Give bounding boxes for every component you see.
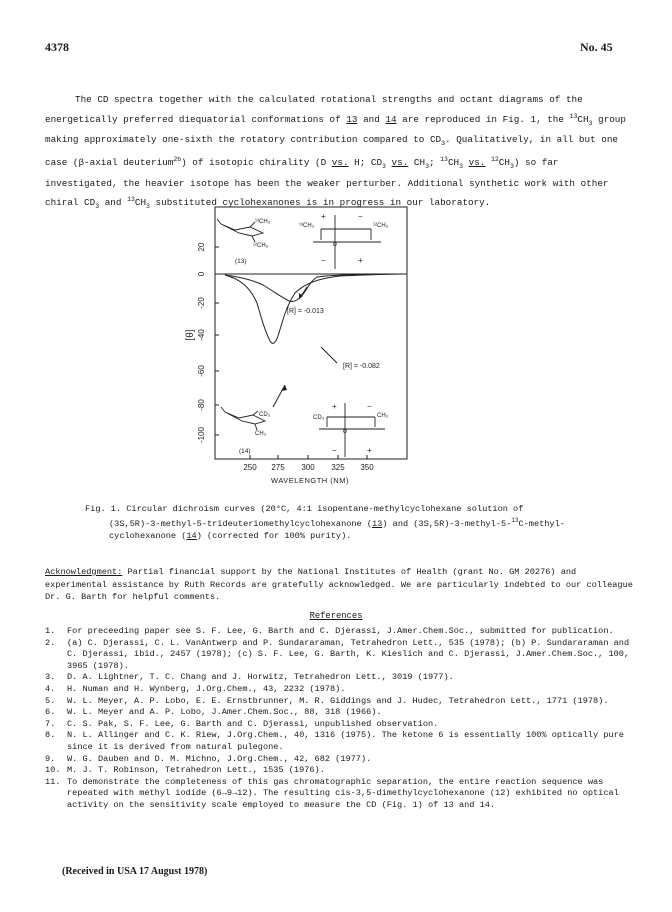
y-tick-label: -80 [197, 399, 206, 411]
x-tick-label: 325 [331, 463, 345, 472]
reference-item: 2. (a) C. Djerassi, C. L. VanAntwerp and P. Sundararaman, Tetrahedron Lett., 535 (1978); (b) P. Sundararaman and C. Djerassi, ibid., 2457 (1978); (c) S. F. Lee, G. Barth, K. Kieslich and C. Djerassi, J.Amer.Chem.Soc., 100, 3965 (1978). [45, 637, 630, 671]
y-tick-label: -100 [197, 426, 206, 444]
caption-line: Fig. 1. Circular dichroism curves (20°C, 4:1 isopentane-methylcyclohexane solution of [85, 504, 524, 514]
molecule-14-label-a: CD₃ [259, 412, 271, 418]
references-heading: References [309, 611, 363, 621]
octant-13-plus-ul: + [321, 212, 326, 221]
octant-13-minus-ll: − [321, 256, 326, 265]
octant-diagram-14 [319, 403, 385, 457]
molecule-13-label-a: ¹³CH₃ [255, 219, 271, 225]
y-axis-ticks [215, 247, 219, 435]
y-axis-label: [θ] [185, 329, 196, 341]
reference-item: 9. W. G. Dauben and D. M. Michno, J.Org.Chem., 42, 682 (1977). [45, 753, 372, 764]
molecule-14-drawing [221, 407, 265, 430]
figure-caption [85, 503, 625, 542]
y-tick-label: 20 [197, 242, 206, 252]
caption-line: (3S,5R)-3-methyl-5-trideuteriomethylcyclohexanone (13) and (3S,5R)-3-methyl-5-$^{13}$C-methyl- [109, 517, 565, 529]
acknowledgment: Acknowledgment: Partial financial support by the National Institutes of Health (grant No. GM 20276) and experimental assistance by Ruth Records are gratefully acknowledged. We are particularly indebted to our colleague Dr. G. Barth for helpful comments. [45, 567, 633, 602]
x-tick-label: 275 [271, 463, 285, 472]
octant-14-plus-ul: + [332, 402, 337, 411]
octant-13-minus-ur: − [358, 212, 363, 221]
reference-item: 11. To demonstrate the completeness of this gas chromatographic separation, the entire reaction sequence was repeated with methyl iodide (6→9→12). The resulting cis-3,5-dimethylcyclohexanone (12) exhibited no optical activity on the sensitivity scale employed to measure the CD (Fig. 1) of 13 and 14. [45, 776, 619, 810]
page-number: 4378 [45, 40, 69, 54]
y-tick-label: -40 [197, 329, 206, 341]
y-tick-label: -20 [197, 297, 206, 309]
compound-label-14: (14) [239, 448, 251, 455]
y-tick-label: 0 [197, 271, 206, 277]
x-tick-label: 350 [360, 463, 374, 472]
x-tick-label: 300 [301, 463, 315, 472]
reference-list [45, 626, 635, 812]
reference-item: 1. For preceeding paper see S. F. Lee, G. Barth and C. Djerassi, J.Amer.Chem.Soc., submitted for publication. [45, 626, 614, 636]
octant-14-plus-lr: + [367, 446, 372, 455]
octant-13-plus-lr: + [358, 256, 363, 265]
molecule-14-label-b: CH₃ [255, 431, 267, 437]
molecule-13-label-b: ¹²CH₃ [253, 243, 269, 249]
x-axis-label: WAVELENGTH (NM) [271, 476, 349, 485]
reference-item: 10. M. J. T. Robinson, Tetrahedron Lett., 1535 (1976). [45, 765, 325, 776]
cd-spectrum-figure [185, 207, 410, 492]
x-axis-ticks [250, 455, 367, 459]
octant-13-label-b: ¹²CH₃ [373, 223, 389, 229]
received-date: (Received in USA 17 August 1978) [62, 866, 208, 877]
octant-13-origin: o [333, 241, 337, 248]
rotational-strength-14: [R] = -0.082 [343, 363, 380, 370]
reference-item: 8. N. L. Allinger and C. K. Riew, J.Org.Chem., 40, 1316 (1975). The ketone 6 is essentially 100% optically pure since it is derived from natural pulegone. [45, 730, 624, 752]
compound-label-13: (13) [235, 258, 247, 265]
reference-item: 5. W. L. Meyer, A. P. Lobo, E. E. Ernstbrunner, M. R. Giddings and J. Hudec, Tetrahedron Lett., 1771 (1978). [45, 695, 609, 706]
reference-item: 3. D. A. Lightner, T. C. Chang and J. Horwitz, Tetrahedron Lett., 3019 (1977). [45, 672, 454, 683]
y-tick-label: -60 [197, 365, 206, 377]
rotational-strength-13: [R] = -0.013 [287, 308, 324, 315]
reference-item: 6. W. L. Meyer and A. P. Lobo, J.Amer.Chem.Soc., 88, 318 (1966). [45, 707, 382, 718]
reference-item: 7. C. S. Pak, S. F. Lee, G. Barth and C. Djerassi, unpublished observation. [45, 718, 439, 729]
caption-line: cyclohexanone (14) (corrected for 100% purity). [109, 530, 352, 541]
octant-13-label-a: ¹³CH₃ [299, 223, 315, 229]
octant-14-minus-ur: − [367, 402, 372, 411]
octant-14-label-b: CH₃ [377, 413, 389, 419]
octant-14-minus-ll: − [332, 446, 337, 455]
octant-14-origin: o [343, 428, 347, 435]
issue-number: No. 45 [580, 40, 613, 54]
arrow-14-a [321, 347, 337, 363]
octant-14-label-a: CD₃ [313, 415, 325, 421]
cd-curve-13 [225, 274, 405, 302]
reference-item: 4. H. Numan and H. Wynberg, J.Org.Chem., 43, 2232 (1978). [45, 683, 346, 694]
body-paragraph: The CD spectra together with the calculated rotational strengths and octant diagrams of the energetically preferred diequatorial conformations of 13 and 14 are reproduced in Fig. 1, the $^{13}CH_3$ group making approximately one-sixth the rotatory contribution compared to $CD_3$. Qualitatively, in all but one case (β-axial deuterium$^{2b}$) of isotopic chirality (D vs. H; $CD_3$ vs. $CH_3$; $^{13}CH_3$ vs. $^{12}CH_3$) so far investigated, the heavier isotope has been the weaker perturber. Additional synthetic work with other chiral $CD_3$ and $^{13}CH_3$ substituted cyclohexanones is in progress in our laboratory. [45, 94, 626, 211]
x-tick-label: 250 [243, 463, 257, 472]
